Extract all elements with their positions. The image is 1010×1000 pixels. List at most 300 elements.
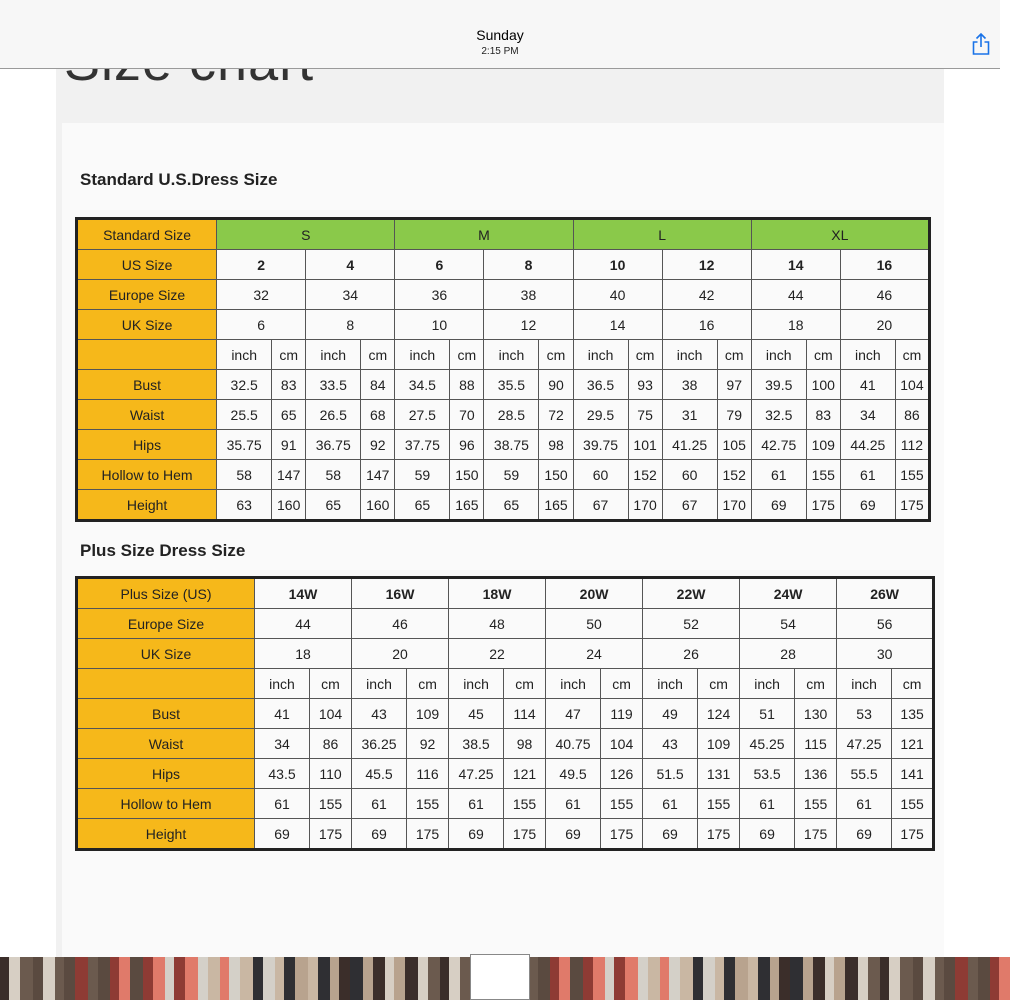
measurement-value: 104 (895, 370, 929, 400)
europe-size-label: Europe Size (77, 609, 255, 639)
uk-size-cell: 22 (449, 639, 546, 669)
measurement-value: 58 (217, 460, 272, 490)
measurement-value: 43 (352, 699, 407, 729)
measurement-value: 175 (504, 819, 546, 850)
table-row (77, 310, 930, 340)
page-thumbnail[interactable] (295, 957, 308, 1000)
measurement-value: 31 (662, 400, 717, 430)
page-thumbnail[interactable] (570, 957, 583, 1000)
measurement-label: Hollow to Hem (77, 789, 255, 819)
table-row (77, 340, 930, 370)
measurement-value: 49 (643, 699, 698, 729)
unit-inch: inch (740, 669, 795, 699)
measurement-value: 47.25 (449, 759, 504, 789)
page-thumbnail[interactable] (990, 957, 999, 1000)
size-group-m: M (395, 219, 573, 250)
table-row (77, 789, 934, 819)
plus-size-cell: 24W (740, 578, 837, 609)
table-row (77, 669, 934, 699)
page-thumbnail[interactable] (98, 957, 110, 1000)
page-thumbnail[interactable] (43, 957, 55, 1000)
uk-size-cell: 6 (217, 310, 306, 340)
measurement-value: 91 (272, 430, 306, 460)
unit-cm: cm (892, 669, 934, 699)
measurement-value: 147 (272, 460, 306, 490)
measurement-label: Height (77, 490, 217, 521)
page-thumbnail[interactable] (935, 957, 944, 1000)
status-time: 2:15 PM (481, 46, 519, 57)
measurement-value: 43 (643, 729, 698, 759)
measurement-value: 121 (892, 729, 934, 759)
measurement-value: 36.75 (306, 430, 361, 460)
table-row (77, 729, 934, 759)
measurement-value: 90 (539, 370, 573, 400)
share-icon[interactable] (970, 32, 992, 56)
unit-inch: inch (751, 340, 806, 370)
thumbnail-strip[interactable] (0, 957, 1000, 1000)
table-row (77, 490, 930, 521)
measurement-value: 70 (450, 400, 484, 430)
measurement-value: 69 (837, 819, 892, 850)
measurement-value: 65 (484, 490, 539, 521)
measurement-label: Hips (77, 759, 255, 789)
uk-size-label: UK Size (77, 310, 217, 340)
unit-cm: cm (450, 340, 484, 370)
page-thumbnail[interactable] (680, 957, 693, 1000)
measurement-value: 72 (539, 400, 573, 430)
plus-size-cell: 26W (837, 578, 934, 609)
current-page-thumbnail[interactable] (470, 954, 530, 1000)
page-thumbnail[interactable] (880, 957, 889, 1000)
measurement-value: 155 (601, 789, 643, 819)
page-thumbnail[interactable] (318, 957, 330, 1000)
page-thumbnail[interactable] (110, 957, 119, 1000)
page-thumbnail[interactable] (889, 957, 900, 1000)
page-thumbnail[interactable] (770, 957, 779, 1000)
measurement-value: 155 (698, 789, 740, 819)
measurement-value: 26.5 (306, 400, 361, 430)
page-thumbnail[interactable] (373, 957, 385, 1000)
measurement-value: 160 (361, 490, 395, 521)
europe-size-label: Europe Size (77, 280, 217, 310)
measurement-value: 130 (795, 699, 837, 729)
measurement-value: 119 (601, 699, 643, 729)
page-thumbnail[interactable] (748, 957, 758, 1000)
unit-inch: inch (306, 340, 361, 370)
page-thumbnail[interactable] (385, 957, 394, 1000)
measurement-value: 69 (546, 819, 601, 850)
page-thumbnail[interactable] (174, 957, 185, 1000)
europe-size-cell: 40 (573, 280, 662, 310)
page-thumbnail[interactable] (64, 957, 75, 1000)
plus-size-cell: 18W (449, 578, 546, 609)
unit-inch: inch (352, 669, 407, 699)
measurement-value: 147 (361, 460, 395, 490)
size-group-s: S (217, 219, 395, 250)
us-size-label: US Size (77, 250, 217, 280)
page-thumbnail[interactable] (55, 957, 64, 1000)
page-thumbnail[interactable] (153, 957, 165, 1000)
page-thumbnail[interactable] (724, 957, 735, 1000)
uk-size-cell: 18 (255, 639, 352, 669)
size-group-l: L (573, 219, 751, 250)
page-thumbnail[interactable] (669, 957, 680, 1000)
standard-size-label: Standard Size (77, 219, 217, 250)
measurement-value: 96 (450, 430, 484, 460)
measurement-value: 109 (698, 729, 740, 759)
page-thumbnail[interactable] (440, 957, 449, 1000)
page-thumbnail[interactable] (913, 957, 923, 1000)
measurement-value: 86 (895, 400, 929, 430)
page-thumbnail[interactable] (220, 957, 229, 1000)
measurement-value: 86 (310, 729, 352, 759)
unit-inch: inch (840, 340, 895, 370)
page-thumbnail[interactable] (428, 957, 440, 1000)
page-thumbnail[interactable] (648, 957, 660, 1000)
table-row (77, 219, 930, 250)
unit-cm: cm (628, 340, 662, 370)
table-row (77, 578, 934, 609)
measurement-value: 98 (504, 729, 546, 759)
measurement-value: 141 (892, 759, 934, 789)
page-thumbnail[interactable] (538, 957, 550, 1000)
us-size-cell: 14 (751, 250, 840, 280)
measurement-value: 49.5 (546, 759, 601, 789)
page-thumbnail[interactable] (339, 957, 350, 1000)
table-row (77, 430, 930, 460)
measurement-value: 61 (751, 460, 806, 490)
page-thumbnail[interactable] (284, 957, 295, 1000)
measurement-value: 32.5 (217, 370, 272, 400)
europe-size-cell: 32 (217, 280, 306, 310)
page-thumbnail[interactable] (308, 957, 318, 1000)
measurement-value: 165 (450, 490, 484, 521)
page-thumbnail[interactable] (825, 957, 834, 1000)
page-thumbnail[interactable] (363, 957, 373, 1000)
page-thumbnail[interactable] (559, 957, 570, 1000)
unit-label-blank (77, 669, 255, 699)
uk-size-cell: 20 (840, 310, 929, 340)
measurement-value: 165 (539, 490, 573, 521)
page-thumbnail[interactable] (394, 957, 405, 1000)
measurement-value: 47 (546, 699, 601, 729)
table-row (77, 280, 930, 310)
page-thumbnail[interactable] (845, 957, 858, 1000)
page-thumbnail[interactable] (999, 957, 1010, 1000)
measurement-value: 170 (717, 490, 751, 521)
measurement-value: 41.25 (662, 430, 717, 460)
page-thumbnail[interactable] (165, 957, 174, 1000)
measurement-value: 61 (546, 789, 601, 819)
measurement-value: 124 (698, 699, 740, 729)
measurement-value: 53 (837, 699, 892, 729)
measurement-value: 47.25 (837, 729, 892, 759)
page-thumbnail[interactable] (330, 957, 339, 1000)
unit-inch: inch (217, 340, 272, 370)
measurement-value: 60 (573, 460, 628, 490)
page-thumbnail[interactable] (263, 957, 275, 1000)
page-thumbnail[interactable] (229, 957, 240, 1000)
measurement-value: 44.25 (840, 430, 895, 460)
table-row (77, 250, 930, 280)
page-thumbnail[interactable] (350, 957, 363, 1000)
uk-size-cell: 30 (837, 639, 934, 669)
measurement-value: 34 (840, 400, 895, 430)
table-row (77, 370, 930, 400)
measurement-value: 175 (310, 819, 352, 850)
page-thumbnail[interactable] (834, 957, 845, 1000)
uk-size-label: UK Size (77, 639, 255, 669)
measurement-value: 160 (272, 490, 306, 521)
page-thumbnail[interactable] (143, 957, 153, 1000)
measurement-value: 34 (255, 729, 310, 759)
measurement-label: Hollow to Hem (77, 460, 217, 490)
measurement-label: Hips (77, 430, 217, 460)
measurement-value: 69 (449, 819, 504, 850)
europe-size-cell: 46 (352, 609, 449, 639)
unit-cm: cm (601, 669, 643, 699)
measurement-value: 98 (539, 430, 573, 460)
measurement-value: 29.5 (573, 400, 628, 430)
measurement-value: 69 (643, 819, 698, 850)
uk-size-cell: 12 (484, 310, 573, 340)
measurement-value: 37.75 (395, 430, 450, 460)
page-thumbnail[interactable] (790, 957, 803, 1000)
measurement-value: 59 (395, 460, 450, 490)
page-thumbnail[interactable] (955, 957, 968, 1000)
measurement-value: 35.5 (484, 370, 539, 400)
document-view[interactable] (0, 69, 1000, 957)
page-thumbnail[interactable] (803, 957, 813, 1000)
us-size-cell: 12 (662, 250, 751, 280)
status-day: Sunday (476, 27, 524, 43)
measurement-value: 131 (698, 759, 740, 789)
measurement-value: 126 (601, 759, 643, 789)
page-thumbnail[interactable] (0, 957, 9, 1000)
measurement-value: 41 (255, 699, 310, 729)
measurement-value: 38 (662, 370, 717, 400)
measurement-value: 38.5 (449, 729, 504, 759)
measurement-value: 43.5 (255, 759, 310, 789)
measurement-value: 42.75 (751, 430, 806, 460)
page-thumbnail[interactable] (900, 957, 913, 1000)
measurement-value: 69 (751, 490, 806, 521)
measurement-value: 51.5 (643, 759, 698, 789)
measurement-label: Bust (77, 699, 255, 729)
measurement-value: 97 (717, 370, 751, 400)
table-row (77, 639, 934, 669)
page-thumbnail[interactable] (703, 957, 715, 1000)
measurement-value: 61 (740, 789, 795, 819)
measurement-value: 60 (662, 460, 717, 490)
unit-cm: cm (361, 340, 395, 370)
page-thumbnail[interactable] (198, 957, 208, 1000)
unit-inch: inch (395, 340, 450, 370)
measurement-value: 38.75 (484, 430, 539, 460)
page-thumbnail[interactable] (275, 957, 284, 1000)
measurement-value: 67 (662, 490, 717, 521)
measurement-value: 39.5 (751, 370, 806, 400)
europe-size-cell: 56 (837, 609, 934, 639)
measurement-label: Height (77, 819, 255, 850)
measurement-value: 155 (892, 789, 934, 819)
measurement-value: 61 (449, 789, 504, 819)
page-thumbnail[interactable] (583, 957, 593, 1000)
page-thumbnail[interactable] (660, 957, 669, 1000)
europe-size-cell: 44 (255, 609, 352, 639)
measurement-label: Waist (77, 400, 217, 430)
europe-size-cell: 38 (484, 280, 573, 310)
measurement-value: 115 (795, 729, 837, 759)
standard-size-title: Standard U.S.Dress Size (80, 170, 278, 189)
measurement-value: 61 (837, 789, 892, 819)
page-thumbnail[interactable] (9, 957, 20, 1000)
measurement-value: 155 (795, 789, 837, 819)
page-thumbnail[interactable] (605, 957, 614, 1000)
table-row (77, 819, 934, 850)
europe-size-cell: 52 (643, 609, 740, 639)
page-thumbnail[interactable] (693, 957, 703, 1000)
page-thumbnail[interactable] (638, 957, 648, 1000)
measurement-value: 69 (352, 819, 407, 850)
unit-cm: cm (698, 669, 740, 699)
measurement-value: 112 (895, 430, 929, 460)
page-thumbnail[interactable] (593, 957, 605, 1000)
page-thumbnail[interactable] (208, 957, 220, 1000)
page-thumbnail[interactable] (715, 957, 724, 1000)
page-thumbnail[interactable] (88, 957, 98, 1000)
page-thumbnail[interactable] (253, 957, 263, 1000)
page-thumbnail[interactable] (119, 957, 130, 1000)
uk-size-cell: 24 (546, 639, 643, 669)
measurement-value: 150 (539, 460, 573, 490)
measurement-value: 79 (717, 400, 751, 430)
unit-inch: inch (546, 669, 601, 699)
measurement-value: 61 (255, 789, 310, 819)
europe-size-cell: 34 (306, 280, 395, 310)
page-thumbnail[interactable] (735, 957, 748, 1000)
unit-cm: cm (407, 669, 449, 699)
measurement-value: 35.75 (217, 430, 272, 460)
table-row (77, 609, 934, 639)
size-group-xl: XL (751, 219, 929, 250)
measurement-value: 155 (895, 460, 929, 490)
unit-cm: cm (504, 669, 546, 699)
measurement-value: 45 (449, 699, 504, 729)
measurement-value: 65 (272, 400, 306, 430)
measurement-value: 59 (484, 460, 539, 490)
page-thumbnail[interactable] (185, 957, 198, 1000)
uk-size-cell: 26 (643, 639, 740, 669)
page-thumbnail[interactable] (625, 957, 638, 1000)
uk-size-cell: 18 (751, 310, 840, 340)
table-row (77, 400, 930, 430)
page-thumbnail[interactable] (449, 957, 460, 1000)
measurement-value: 88 (450, 370, 484, 400)
page-thumbnail[interactable] (130, 957, 143, 1000)
page-thumbnail[interactable] (20, 957, 33, 1000)
measurement-value: 101 (628, 430, 662, 460)
measurement-value: 175 (601, 819, 643, 850)
page-thumbnail[interactable] (405, 957, 418, 1000)
uk-size-cell: 8 (306, 310, 395, 340)
unit-inch: inch (573, 340, 628, 370)
uk-size-cell: 10 (395, 310, 484, 340)
page-thumbnail[interactable] (758, 957, 770, 1000)
measurement-value: 104 (601, 729, 643, 759)
us-size-cell: 2 (217, 250, 306, 280)
page-thumbnail[interactable] (923, 957, 935, 1000)
measurement-value: 63 (217, 490, 272, 521)
measurement-value: 32.5 (751, 400, 806, 430)
measurement-label: Waist (77, 729, 255, 759)
page-thumbnail[interactable] (614, 957, 625, 1000)
measurement-value: 114 (504, 699, 546, 729)
plus-size-cell: 20W (546, 578, 643, 609)
measurement-value: 28.5 (484, 400, 539, 430)
measurement-value: 45.25 (740, 729, 795, 759)
unit-cm: cm (806, 340, 840, 370)
page-thumbnail[interactable] (75, 957, 88, 1000)
measurement-value: 175 (895, 490, 929, 521)
page-thumbnail[interactable] (240, 957, 253, 1000)
measurement-value: 36.5 (573, 370, 628, 400)
measurement-value: 75 (628, 400, 662, 430)
measurement-value: 135 (892, 699, 934, 729)
measurement-value: 100 (806, 370, 840, 400)
unit-cm: cm (895, 340, 929, 370)
measurement-value: 69 (740, 819, 795, 850)
measurement-value: 65 (306, 490, 361, 521)
unit-inch: inch (837, 669, 892, 699)
page-thumbnail[interactable] (813, 957, 825, 1000)
measurement-value: 121 (504, 759, 546, 789)
measurement-value: 109 (407, 699, 449, 729)
page-thumbnail[interactable] (33, 957, 43, 1000)
page-thumbnail[interactable] (868, 957, 880, 1000)
table-row (77, 460, 930, 490)
page-thumbnail[interactable] (418, 957, 428, 1000)
measurement-value: 155 (504, 789, 546, 819)
page-thumbnail[interactable] (944, 957, 955, 1000)
unit-inch: inch (255, 669, 310, 699)
page-thumbnail[interactable] (978, 957, 990, 1000)
plus-size-cell: 16W (352, 578, 449, 609)
measurement-value: 67 (573, 490, 628, 521)
measurement-value: 150 (450, 460, 484, 490)
us-size-cell: 8 (484, 250, 573, 280)
page-thumbnail[interactable] (858, 957, 868, 1000)
measurement-value: 84 (361, 370, 395, 400)
measurement-value: 175 (698, 819, 740, 850)
unit-inch: inch (484, 340, 539, 370)
europe-size-cell: 44 (751, 280, 840, 310)
europe-size-cell: 50 (546, 609, 643, 639)
measurement-value: 104 (310, 699, 352, 729)
europe-size-cell: 42 (662, 280, 751, 310)
measurement-value: 175 (407, 819, 449, 850)
page-thumbnail[interactable] (779, 957, 790, 1000)
measurement-value: 105 (717, 430, 751, 460)
unit-inch: inch (662, 340, 717, 370)
europe-size-cell: 54 (740, 609, 837, 639)
unit-inch: inch (449, 669, 504, 699)
measurement-value: 152 (628, 460, 662, 490)
page-thumbnail[interactable] (550, 957, 559, 1000)
measurement-value: 155 (806, 460, 840, 490)
status-bar (0, 0, 1000, 69)
page-thumbnail[interactable] (968, 957, 978, 1000)
